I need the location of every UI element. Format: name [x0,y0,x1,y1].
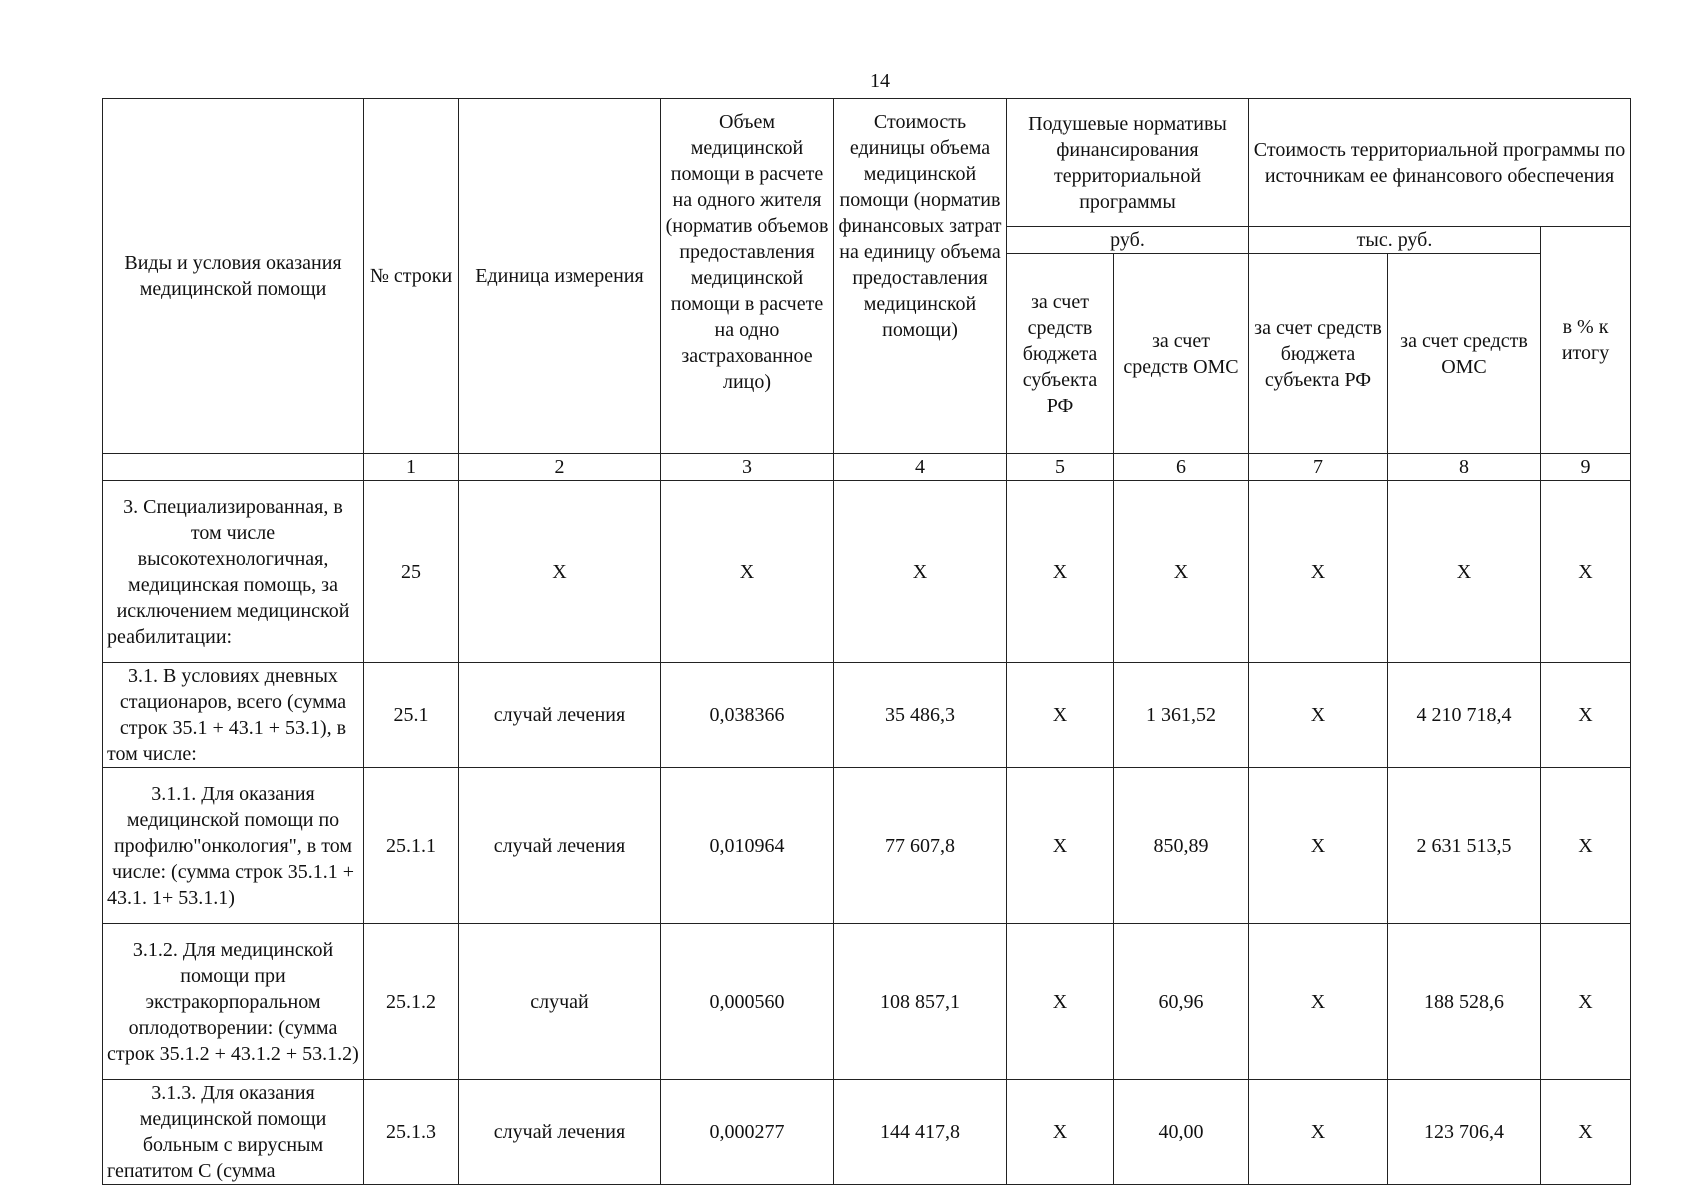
header-types-of-care: Виды и условия оказания медицинской помощи [103,99,364,454]
row-volume: 0,010964 [661,768,834,924]
row-number: 25.1.2 [364,924,459,1080]
row-cost-budget: X [1249,663,1388,768]
row-pc-budget: X [1007,1080,1114,1185]
column-number: 1 [364,454,459,481]
territorial-program-table [102,98,1631,1185]
row-pc-oms: 40,00 [1114,1080,1249,1185]
header-row-number: № строки [364,99,459,454]
column-number: 9 [1541,454,1631,481]
header-per-capita-group: Подушевые нормативы финансирования территориальной программы [1007,99,1249,227]
row-cost-oms: 4 210 718,4 [1388,663,1541,768]
row-cost-budget: X [1249,481,1388,663]
row-number: 25.1 [364,663,459,768]
column-number: 8 [1388,454,1541,481]
row-pc-budget: X [1007,768,1114,924]
row-description: 3.1.2. Для медицинской помощи при экстракорпоральном оплодотворении: (сумма строк 35.1.2 + 43.1.2 + 53.1.2) [103,924,364,1080]
row-unit: случай [459,924,661,1080]
row-pc-oms: X [1114,481,1249,663]
row-unit-cost: 77 607,8 [834,768,1007,924]
header-pc-oms: за счет средств ОМС [1114,254,1249,454]
table-row [103,481,1631,663]
row-percent: X [1541,924,1631,1080]
column-number: 3 [661,454,834,481]
column-number: 5 [1007,454,1114,481]
row-unit: случай лечения [459,663,661,768]
row-pc-oms: 1 361,52 [1114,663,1249,768]
header-thousand-rub: тыс. руб. [1249,227,1541,254]
column-number: 6 [1114,454,1249,481]
row-pc-budget: X [1007,481,1114,663]
row-cost-oms: 188 528,6 [1388,924,1541,1080]
column-number: 7 [1249,454,1388,481]
row-volume: 0,000277 [661,1080,834,1185]
table-row [103,924,1631,1080]
row-description: 3.1. В условиях дневных стационаров, всего (сумма строк 35.1 + 43.1 + 53.1), в том числе: [103,663,364,768]
row-description: 3. Специализированная, в том числе высокотехнологичная, медицинская помощь, за исключением медицинской реабилитации: [103,481,364,663]
row-unit-cost: 108 857,1 [834,924,1007,1080]
header-cost-group: Стоимость территориальной программы по источникам ее финансового обеспечения [1249,99,1631,227]
row-volume: 0,000560 [661,924,834,1080]
table-header [103,99,1631,481]
header-cost-budget: за счет средств бюджета субъекта РФ [1249,254,1388,454]
row-volume: 0,038366 [661,663,834,768]
header-unit-cost: Стоимость единицы объема медицинской помощи (норматив финансовых затрат на единицу объема предоставления медицинской помощи) [834,99,1007,454]
table-row [103,663,1631,768]
row-cost-budget: X [1249,1080,1388,1185]
row-unit: случай лечения [459,768,661,924]
row-percent: X [1541,481,1631,663]
header-rub: руб. [1007,227,1249,254]
table-row [103,1080,1631,1185]
row-unit-cost: X [834,481,1007,663]
header-cost-oms: за счет средств ОМС [1388,254,1541,454]
row-description: 3.1.1. Для оказания медицинской помощи по профилю"онкология", в том числе: (сумма строк 35.1.1 + 43.1. 1+ 53.1.1) [103,768,364,924]
table-row [103,768,1631,924]
row-volume: X [661,481,834,663]
header-volume: Объем медицинской помощи в расчете на одного жителя (норматив объемов предоставления медицинской помощи в расчете на одно застрахованное лицо) [661,99,834,454]
row-pc-oms: 60,96 [1114,924,1249,1080]
table-body [103,481,1631,1185]
row-cost-oms: 2 631 513,5 [1388,768,1541,924]
row-percent: X [1541,1080,1631,1185]
row-pc-budget: X [1007,663,1114,768]
row-unit: случай лечения [459,1080,661,1185]
row-cost-budget: X [1249,768,1388,924]
row-cost-oms: X [1388,481,1541,663]
row-unit-cost: 35 486,3 [834,663,1007,768]
row-pc-oms: 850,89 [1114,768,1249,924]
column-numbers-row [103,454,1631,481]
column-number [103,454,364,481]
row-cost-budget: X [1249,924,1388,1080]
row-percent: X [1541,768,1631,924]
row-cost-oms: 123 706,4 [1388,1080,1541,1185]
column-number: 4 [834,454,1007,481]
row-number: 25.1.1 [364,768,459,924]
row-unit: X [459,481,661,663]
column-number: 2 [459,454,661,481]
row-percent: X [1541,663,1631,768]
header-pc-budget: за счет средств бюджета субъекта РФ [1007,254,1114,454]
row-number: 25 [364,481,459,663]
row-description: 3.1.3. Для оказания медицинской помощи больным с вирусным гепатитом С (сумма [103,1080,364,1185]
page-number: 14 [870,70,890,92]
header-percent-total: в % к итогу [1541,227,1631,454]
row-number: 25.1.3 [364,1080,459,1185]
row-pc-budget: X [1007,924,1114,1080]
header-unit: Единица измерения [459,99,661,454]
row-unit-cost: 144 417,8 [834,1080,1007,1185]
